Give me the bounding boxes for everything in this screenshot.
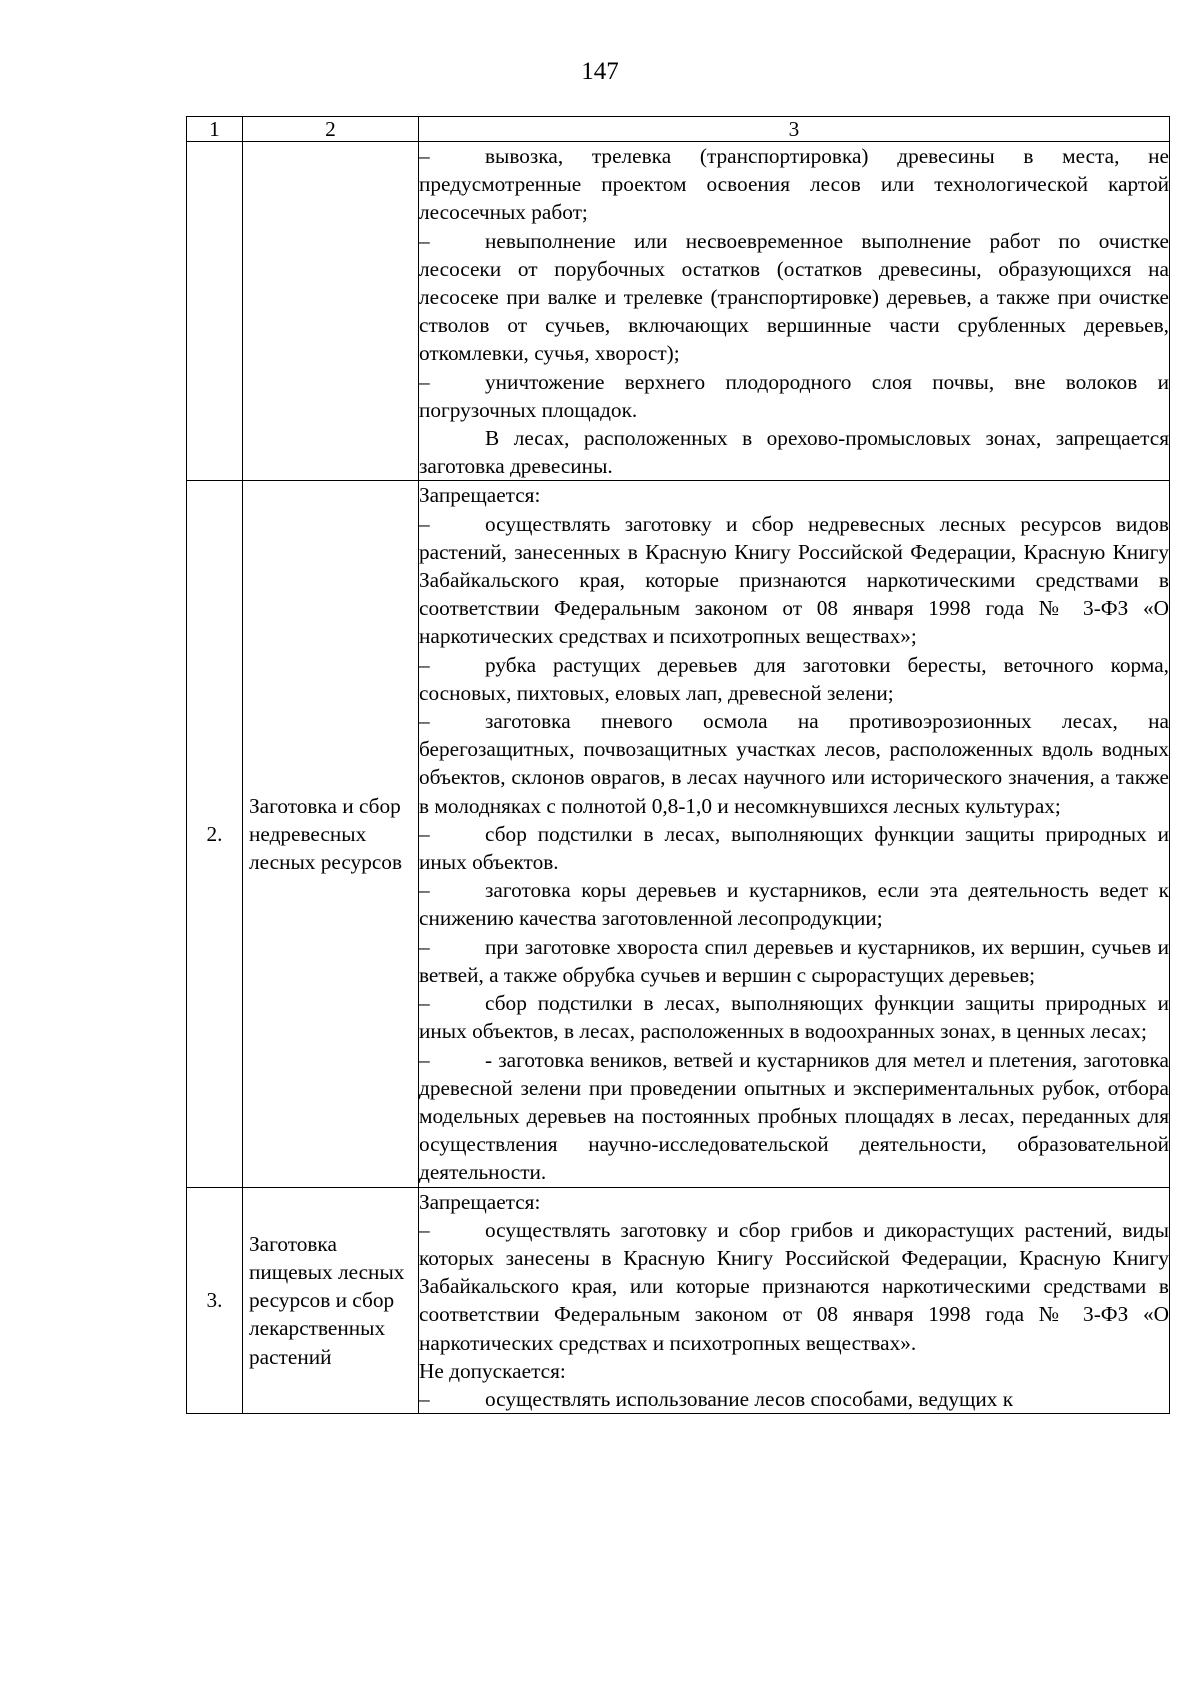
section-label: Не допускается: xyxy=(419,1358,566,1383)
list-dash: – xyxy=(419,511,430,536)
activity-name: Заготовка пищевых лесных ресурсов и сбор лекарственных растений xyxy=(243,1187,419,1414)
restrictions-cell xyxy=(419,1187,1170,1414)
table-header-row xyxy=(187,117,1170,142)
table-row-2 xyxy=(187,481,1170,1187)
restriction-item xyxy=(419,989,1169,1045)
restriction-item xyxy=(419,142,1169,227)
item-text: невыполнение или несвоевременное выполнение работ по очистке лесосеки от порубочных остатков (остатков древесины, образующихся на лесосеке при валке и трелевке (транспортировке) деревьев, а также при очистке стволов от сучьев, включающих вершинные части срубленных деревьев, откомлевки, сучья, хворост); xyxy=(419,228,1169,366)
section-label: Запрещается: xyxy=(419,483,541,508)
restriction-item xyxy=(419,876,1169,932)
activity-name: Заготовка и сбор недревесных лесных ресурсов xyxy=(243,481,419,1187)
row-number xyxy=(187,142,243,481)
restriction-item xyxy=(419,510,1169,651)
restriction-item xyxy=(419,820,1169,876)
item-text: уничтожение верхнего плодородного слоя почвы, вне волоков и погрузочных площадок. xyxy=(419,369,1169,422)
restriction-item xyxy=(419,1216,1169,1357)
restriction-note xyxy=(419,424,1169,480)
restrictions-cell xyxy=(419,142,1170,481)
page-number: 147 xyxy=(581,58,619,85)
item-text: осуществлять заготовку и сбор грибов и дикорастущих растений, виды которых занесены в Красную Книгу Российской Федерации, Красную Книгу Забайкальского края, или которые признаются наркотическими средствами в соответствии Федеральным законом от 08 января 1998 года № 3-ФЗ «О наркотических средствах и психотропных веществах». xyxy=(419,1217,1169,1355)
item-text: заготовка коры деревьев и кустарников, если эта деятельность ведет к снижению качества заготовленной лесопродукции; xyxy=(419,878,1169,931)
restriction-item xyxy=(419,227,1169,368)
list-dash: – xyxy=(419,1047,430,1072)
list-dash: – xyxy=(419,652,430,677)
list-dash: – xyxy=(419,934,430,959)
header-col-3: 3 xyxy=(419,117,1170,142)
restriction-item xyxy=(419,933,1169,989)
table-row-3 xyxy=(187,1187,1170,1414)
item-text: осуществлять использование лесов способами, ведущих к xyxy=(485,1386,1014,1411)
restrictions-table xyxy=(186,116,1170,1414)
list-dash: – xyxy=(419,1217,430,1242)
item-text: сбор подстилки в лесах, выполняющих функции защиты природных и иных объектов, в лесах, расположенных в водоохранных зонах, в ценных лесах; xyxy=(419,991,1169,1044)
item-text: вывозка, трелевка (транспортировка) древесины в места, не предусмотренные проектом освоения лесов или технологической картой лесосечных работ; xyxy=(419,144,1169,225)
row-number: 3. xyxy=(187,1187,243,1414)
item-text: В лесах, расположенных в орехово-промысловых зонах, запрещается заготовка древесины. xyxy=(419,426,1169,479)
item-text: при заготовке хвороста спил деревьев и кустарников, их вершин, сучьев и ветвей, а также обрубка сучьев и вершин с сырорастущих деревьев; xyxy=(419,934,1169,987)
item-text: рубка растущих деревьев для заготовки бересты, веточного корма, сосновых, пихтовых, еловых лап, древесной зелени; xyxy=(419,652,1169,705)
list-dash: – xyxy=(419,144,430,168)
restrictions-cell xyxy=(419,481,1170,1187)
restriction-item xyxy=(419,651,1169,707)
list-dash: – xyxy=(419,369,430,394)
list-dash: – xyxy=(419,709,430,734)
list-dash: – xyxy=(419,821,430,846)
list-dash: – xyxy=(419,991,430,1016)
activity-name xyxy=(243,142,419,481)
item-text: - заготовка веников, ветвей и кустарников для метел и плетения, заготовка древесной зелени при проведении опытных и экспериментальных рубок, отбора модельных деревьев на постоянных пробных площадях в лесах, переданных для осуществления научно-исследовательской деятельности, образовательной деятельности. xyxy=(419,1047,1169,1185)
restriction-item xyxy=(419,368,1169,424)
list-dash: – xyxy=(419,228,430,253)
item-text: осуществлять заготовку и сбор недревесных лесных ресурсов видов растений, занесенных в Красную Книгу Российской Федерации, Красную Книгу Забайкальского края, которые признаются наркотическими средствами в соответствии Федеральным законом от 08 января 1998 года № 3-ФЗ «О наркотических средствах и психотропных веществах»; xyxy=(419,511,1169,649)
header-col-1: 1 xyxy=(187,117,243,142)
list-dash: – xyxy=(419,1386,430,1411)
list-dash: – xyxy=(419,878,430,903)
restriction-item xyxy=(419,1385,1169,1413)
restriction-item xyxy=(419,1046,1169,1187)
item-text: заготовка пневого осмола на противоэрозионных лесах, на берегозащитных, почвозащитных участках лесов, расположенных вдоль водных объектов, склонов оврагов, в лесах научного или исторического значения, а также в молодняках с полнотой 0,8-1,0 и несомкнувшихся лесных культурах; xyxy=(419,709,1169,818)
header-col-2: 2 xyxy=(243,117,419,142)
item-text: сбор подстилки в лесах, выполняющих функции защиты природных и иных объектов. xyxy=(419,821,1169,875)
restriction-item xyxy=(419,707,1169,820)
row-number: 2. xyxy=(187,481,243,1187)
table-row-1 xyxy=(187,142,1170,481)
section-label: Запрещается: xyxy=(419,1189,541,1214)
